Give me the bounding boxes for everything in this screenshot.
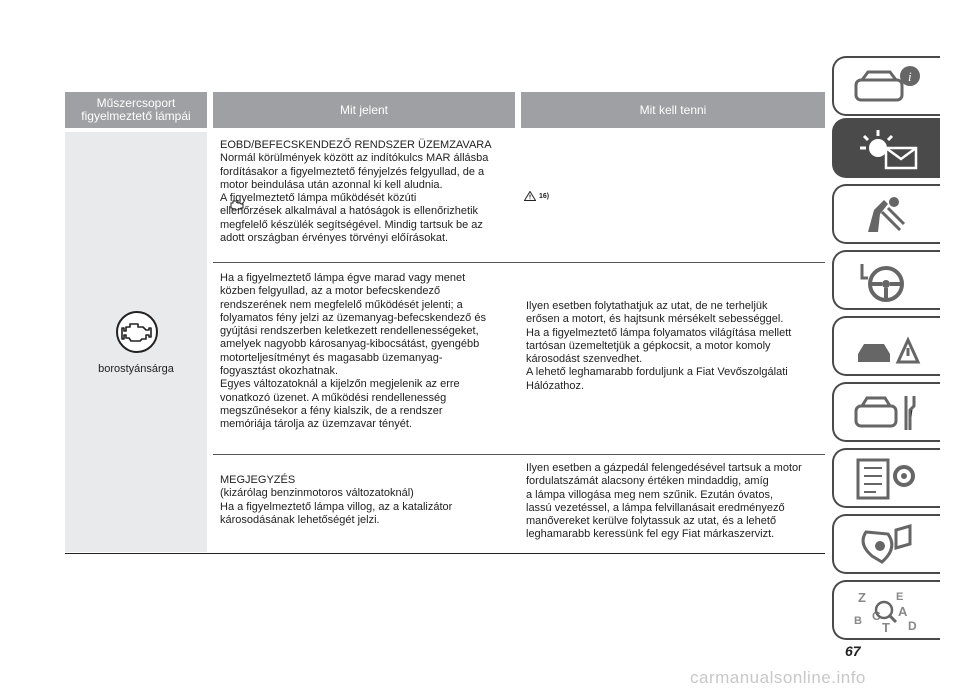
tab-car-info[interactable] — [832, 56, 940, 116]
svg-text:D: D — [908, 619, 917, 633]
row3-meaning-text: MEGJEGYZÉS (kizárólag benzinmotoros változatoknál) Ha a figyelmeztető lámpa villog, az a katalizátor károsodásának lehetőségét jelzi. — [220, 474, 453, 526]
tab-index[interactable] — [832, 580, 940, 640]
steering-wheel-key-icon — [848, 258, 928, 304]
warning-triangle-icon — [524, 191, 536, 201]
multimedia-icon — [848, 522, 928, 568]
header-action: Mit kell tenni — [521, 92, 825, 128]
alphabetical-index-icon — [848, 588, 928, 634]
page-number: 67 — [845, 643, 861, 659]
svg-text:T: T — [882, 620, 890, 634]
lamp-color-label: borostyánsárga — [98, 363, 174, 375]
airbag-seat-icon — [848, 192, 928, 238]
tab-emergency[interactable] — [832, 316, 940, 376]
tab-technical-data[interactable] — [832, 448, 940, 508]
svg-text:Z: Z — [858, 590, 866, 605]
row-separator — [213, 454, 825, 455]
row2-meaning-text: Ha a figyelmeztető lámpa égve marad vagy menet közben felgyullad, az a motor befecskendező rendszerének nem megfelelő működését jelenti; a folyamatos fény jelzi az üzemanyag-befecskendező és gyújtási rendszerben keletkezett rendellenességeket, amelyek nagyobb károsanyag-kibocsátást, gyengébb motorteljesítményt és magasabb üzemanyag- fogyasztást okozhatnak. Egyes változatoknál a kijelzőn megjelenik az erre vonatkozó üzenet. A működési rendellenesség megszűnésekor a fény kialszik, de a rendszer memóriája tárolja az üzemzavar tényét. — [220, 272, 486, 431]
tab-warning-lights[interactable] — [832, 118, 940, 178]
car-crash-warning-icon — [848, 324, 928, 370]
row-separator — [213, 262, 825, 263]
table-bottom-border — [65, 553, 825, 554]
tab-maintenance[interactable] — [832, 382, 940, 442]
row3-action-text: Ilyen esetben a gázpedál felengedésével tartsuk a motor fordulatszámát alacsony értéken mindaddig, amíg a lámpa villogása meg nem szűnik. Ezután óvatos, lassú vezetéssel, a lámpa felvillanásait eredményező manővereket kerülve folytassuk az utat, és a lehető leghamarabb keressünk fel egy Fiat márkaszervizt. — [526, 462, 802, 541]
specs-list-gear-icon — [848, 456, 928, 502]
warning-reference — [524, 191, 549, 201]
tab-multimedia[interactable] — [832, 514, 940, 574]
row1-meaning-text: EOBD/BEFECSKENDEZŐ RENDSZER ÜZEMZAVARA Normál körülmények között az indítókulcs MAR állásba fordításakor a figyelmeztető fényjelzés felgyullad, de a motor beindulása után azonnal ki kell aludnia. A figyelmeztető lámpa működését közúti ellenőrzések alkalmával a hatóságok is ellenőrizhetik megfelelő készülék segítségével. Mindig tartsuk be az adott országban érvényes törvényi előírásokat. — [220, 139, 492, 245]
car-tools-icon — [848, 390, 928, 436]
svg-text:A: A — [898, 604, 908, 619]
engine-check-lamp-icon — [115, 310, 159, 354]
inline-engine-icon — [230, 199, 244, 210]
svg-text:E: E — [896, 591, 904, 603]
svg-text:i: i — [908, 69, 912, 84]
row2-action-text: Ilyen esetben folytathatjuk az utat, de ne terheljük erősen a motort, és hajtsunk mérsékelt sebességgel. Ha a figyelmeztető lámpa folyamatos világítása mellett tartósan üzemeltetjük a gépkocsit, a motor komoly károsodást szenvedhet. A lehető leghamarabb forduljunk a Fiat Vevőszolgálati Hálózathoz. — [526, 300, 792, 392]
svg-text:C: C — [872, 609, 881, 623]
footer-watermark: carmanualsonline.info — [690, 668, 866, 687]
tab-starting-driving[interactable] — [832, 250, 940, 310]
header-meaning: Mit jelent — [213, 92, 515, 128]
header-lamps: Műszercsoport figyelmeztető lámpái — [65, 92, 207, 128]
tab-safety[interactable] — [832, 184, 940, 244]
warning-light-envelope-icon — [848, 126, 928, 172]
warning-ref-number: 16) — [539, 192, 550, 200]
svg-text:B: B — [854, 615, 862, 627]
car-info-icon — [848, 64, 928, 110]
